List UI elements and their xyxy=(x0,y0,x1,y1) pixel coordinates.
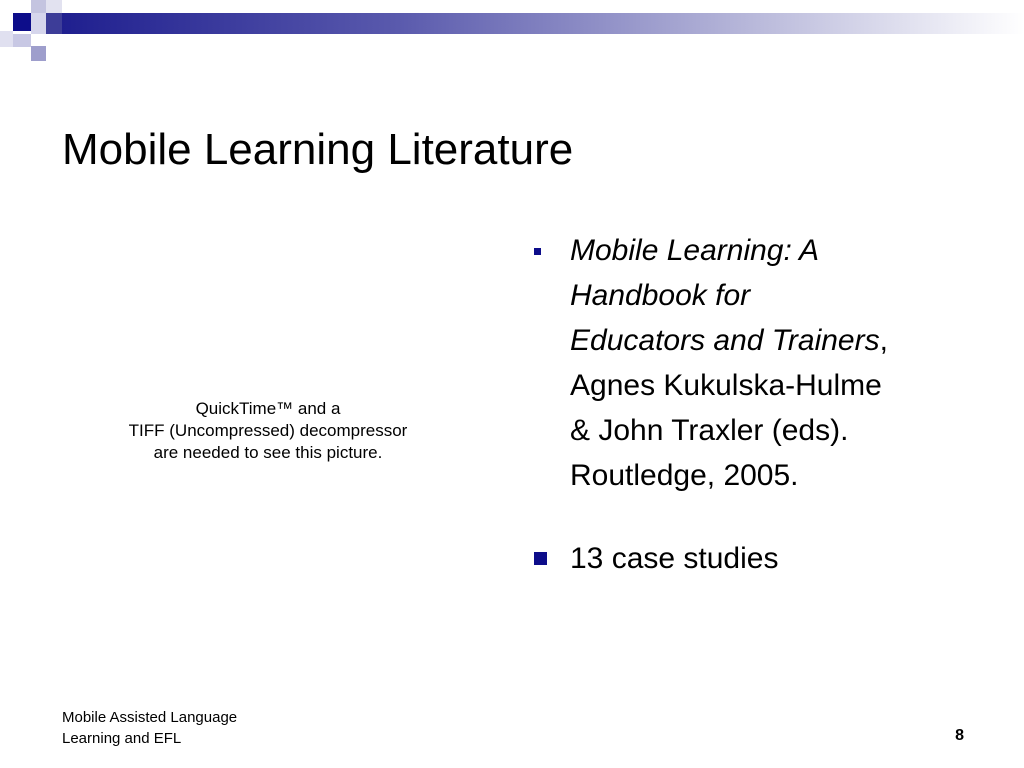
placeholder-line: TIFF (Uncompressed) decompressor xyxy=(128,421,408,440)
decorative-square xyxy=(31,46,46,61)
bullet-square-icon xyxy=(534,248,541,255)
decorative-square xyxy=(0,31,13,47)
decorative-square xyxy=(46,0,62,13)
bullet-text: 13 case studies xyxy=(570,542,779,575)
footer-line: Learning and EFL xyxy=(62,730,182,747)
footer-line: Mobile Assisted Language xyxy=(62,709,238,726)
bullet-item xyxy=(530,536,970,581)
page-number: 8 xyxy=(955,727,964,744)
authors-line: & John Traxler (eds). xyxy=(570,414,849,447)
publisher-line: Routledge, 2005. xyxy=(570,459,799,492)
footer-text xyxy=(62,707,237,749)
placeholder-line: QuickTime™ and a xyxy=(195,399,341,418)
gradient-bar xyxy=(62,13,1024,34)
bullet-list xyxy=(530,228,970,581)
decorative-square xyxy=(13,34,31,47)
book-title-line: Handbook for xyxy=(570,279,751,312)
slide-title: Mobile Learning Literature xyxy=(62,125,574,174)
decorative-square xyxy=(31,0,46,13)
decorative-square xyxy=(46,13,62,34)
bullet-item xyxy=(530,228,970,498)
bullet-square-icon xyxy=(534,552,547,565)
comma: , xyxy=(879,324,888,357)
authors-line: Agnes Kukulska-Hulme xyxy=(570,369,882,402)
book-title-line: Mobile Learning: A xyxy=(570,234,820,267)
decorative-banner xyxy=(0,0,1024,64)
book-title-line: Educators and Trainers xyxy=(570,324,880,357)
picture-placeholder xyxy=(62,398,474,464)
placeholder-line: are needed to see this picture. xyxy=(153,443,383,462)
decorative-square xyxy=(31,13,46,34)
decorative-square xyxy=(13,13,31,31)
